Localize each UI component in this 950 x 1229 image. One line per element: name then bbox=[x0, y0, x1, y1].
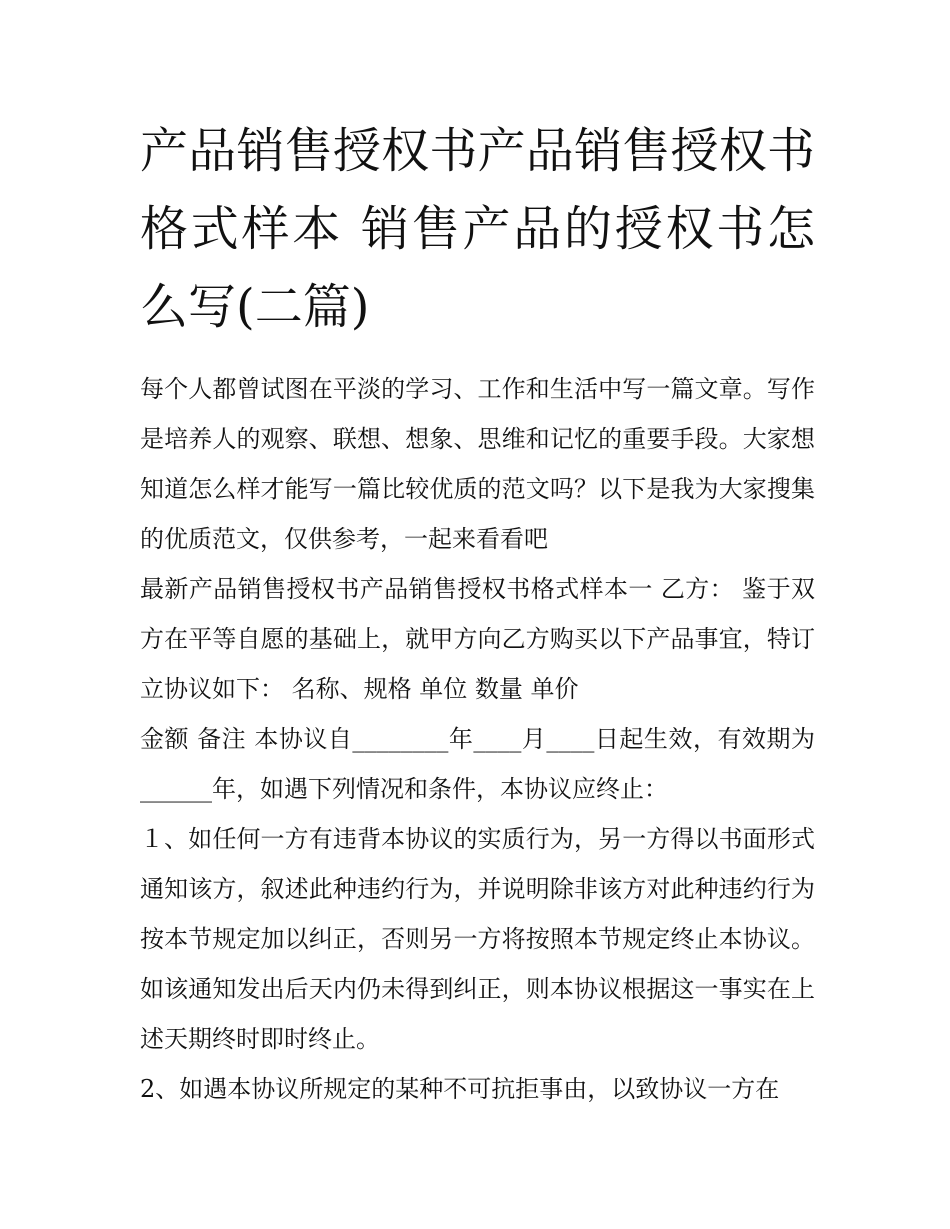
effective-period-paragraph: 金额 备注 本协议自________年____月____日起生效，有效期为______年，如遇下列情况和条件，本协议应终止： bbox=[140, 725, 815, 803]
document-body bbox=[140, 112, 815, 1114]
clause-1-paragraph: １、如任何一方有违背本协议的实质行为，另一方得以书面形式通知该方，叙述此种违约行为，并说明除非该方对此种违约行为按本节规定加以纠正，否则另一方将按照本节规定终止本协议。如该通知发出后天内仍未得到纠正，则本协议根据这一事实在上述天期终时即时终止。 bbox=[140, 825, 815, 1053]
intro-paragraph: 每个人都曾试图在平淡的学习、工作和生活中写一篇文章。写作是培养人的观察、联想、想象、思维和记忆的重要手段。大家想知道怎么样才能写一篇比较优质的范文吗？以下是我为大家搜集的优质范文，仅供参考，一起来看看吧 bbox=[140, 375, 815, 553]
document-title: 产品销售授权书产品销售授权书格式样本 销售产品的授权书怎么写(二篇) bbox=[140, 123, 815, 335]
agreement-paragraph: 最新产品销售授权书产品销售授权书格式样本一 乙方： 鉴于双方在平等自愿的基础上，就甲方向乙方购买以下产品事宜，特订立协议如下： 名称、规格 单位 数量 单价 bbox=[140, 575, 815, 703]
clause-2-paragraph: 2、如遇本协议所规定的某种不可抗拒事由，以致协议一方在 bbox=[140, 1075, 780, 1103]
title-spacer bbox=[140, 346, 815, 364]
